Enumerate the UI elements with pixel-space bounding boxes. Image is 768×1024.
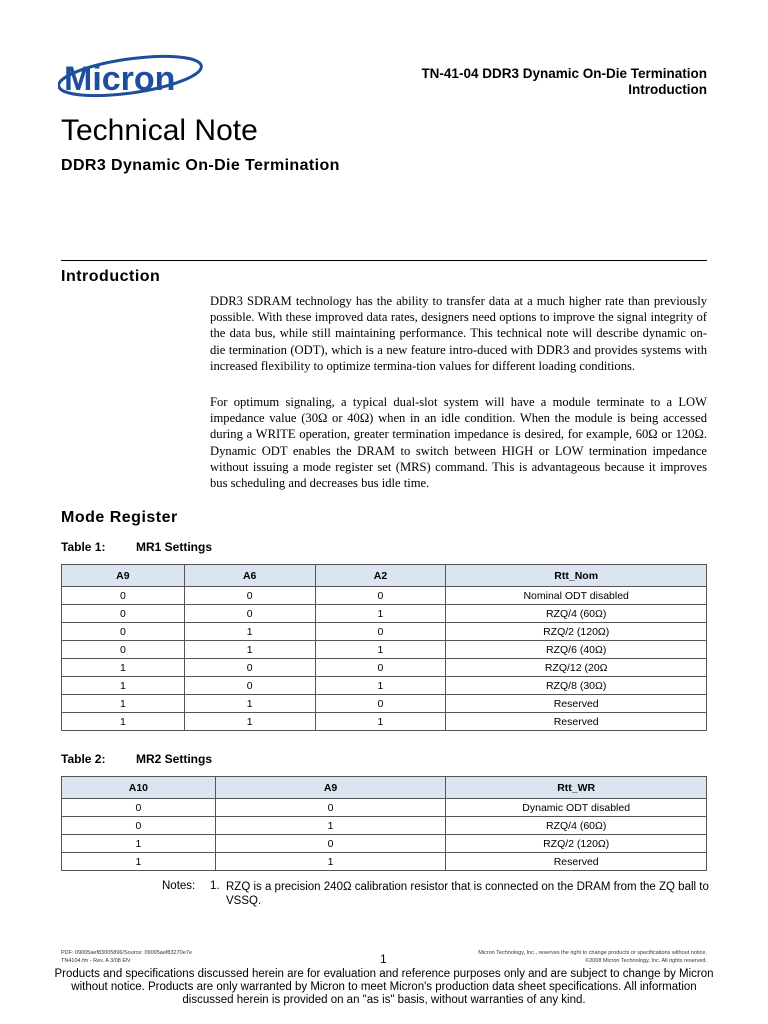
- table-cell: 1: [62, 659, 185, 677]
- table-cell: RZQ/4 (60Ω): [446, 605, 707, 623]
- header-section: Introduction: [628, 82, 707, 97]
- footer-revision: TN4104.fm - Rev. A 3/08 EN: [61, 958, 130, 964]
- table-cell: 0: [184, 677, 315, 695]
- table-row: [62, 659, 707, 677]
- table-row: [62, 799, 707, 817]
- footer-disclaimer: Products and specifications discussed herein are for evaluation and reference purposes only and are subject to change by Micron without notice. Products are only warranted by Micron to meet Micron's production data sheet specifications. All information discussed herein is provided on an "as is" basis, without warranties of any kind.: [54, 968, 714, 1006]
- table-cell: RZQ/8 (30Ω): [446, 677, 707, 695]
- header-doc-title: TN-41-04 DDR3 Dynamic On-Die Termination: [421, 66, 707, 81]
- mr1-settings-table: [61, 564, 707, 731]
- table-row: [62, 713, 707, 731]
- table-header-row: [62, 565, 707, 587]
- footer-copyright: ©2008 Micron Technology, Inc. All rights reserved.: [585, 958, 707, 964]
- table-cell: 1: [315, 605, 446, 623]
- column-header: Rtt_Nom: [446, 565, 707, 587]
- table-row: [62, 605, 707, 623]
- column-header: A10: [62, 777, 216, 799]
- table-cell: 1: [315, 677, 446, 695]
- micron-logo: [58, 52, 208, 100]
- logo-text: Micron: [64, 60, 176, 98]
- column-header: A6: [184, 565, 315, 587]
- table-cell: 0: [215, 835, 446, 853]
- table-row: [62, 641, 707, 659]
- table-cell: 0: [184, 605, 315, 623]
- mr2-settings-table: [61, 776, 707, 871]
- note-number: 1.: [210, 880, 220, 892]
- table-cell: 0: [62, 641, 185, 659]
- table-row: [62, 587, 707, 605]
- table-cell: 0: [184, 587, 315, 605]
- table-cell: 1: [184, 641, 315, 659]
- column-header: Rtt_WR: [446, 777, 707, 799]
- table-cell: RZQ/4 (60Ω): [446, 817, 707, 835]
- table-cell: 0: [315, 695, 446, 713]
- table-cell: 1: [62, 677, 185, 695]
- page-title: Technical Note: [61, 114, 258, 147]
- table-cell: 1: [315, 713, 446, 731]
- table-cell: 1: [215, 853, 446, 871]
- table-row: [62, 853, 707, 871]
- table2-caption: [61, 752, 212, 766]
- footer-pdf-source: PDF: 09005aef83005896/Source: 09005aef83270e7e: [61, 950, 192, 956]
- table-cell: 0: [315, 587, 446, 605]
- table-row: [62, 817, 707, 835]
- footer-rights-notice: Micron Technology, Inc., reserves the right to change products or specifications without notice.: [478, 950, 707, 956]
- table1-caption-number: Table 1:: [61, 540, 106, 554]
- table-cell: Nominal ODT disabled: [446, 587, 707, 605]
- table-cell: 1: [184, 695, 315, 713]
- table2-caption-number: Table 2:: [61, 752, 106, 766]
- table-cell: RZQ/2 (120Ω): [446, 835, 707, 853]
- column-header: A2: [315, 565, 446, 587]
- table-row: [62, 835, 707, 853]
- table-row: [62, 677, 707, 695]
- notes-label: Notes:: [162, 880, 196, 892]
- page-subtitle: DDR3 Dynamic On-Die Termination: [61, 157, 340, 174]
- table-cell: 0: [315, 659, 446, 677]
- table-cell: 0: [315, 623, 446, 641]
- table-cell: Reserved: [446, 713, 707, 731]
- table-row: [62, 623, 707, 641]
- page-number: 1: [380, 952, 387, 966]
- table-cell: Reserved: [446, 853, 707, 871]
- section-divider: [61, 260, 707, 261]
- table-cell: 0: [62, 605, 185, 623]
- table-cell: 1: [62, 835, 216, 853]
- table2-caption-title: MR2 Settings: [136, 752, 213, 766]
- mode-register-heading: Mode Register: [61, 509, 178, 526]
- table-cell: Reserved: [446, 695, 707, 713]
- table-cell: 1: [62, 713, 185, 731]
- introduction-heading: Introduction: [61, 268, 161, 285]
- intro-paragraph-2: For optimum signaling, a typical dual-slot system will have a module terminate to a LOW impedance value (30Ω or 40Ω) when in an idle condition. When the module is being accessed during a WRITE operation, greater termination impedance is desired, for example, 60Ω or 120Ω. Dynamic ODT enables the DRAM to switch between HIGH or LOW termination impedance without issuing a mode register set (MRS) command. This is advantageous because it improves bus scheduling and decreases bus idle time.: [210, 395, 707, 491]
- table1-caption-title: MR1 Settings: [136, 540, 213, 554]
- table-cell: 0: [184, 659, 315, 677]
- table-cell: RZQ/6 (40Ω): [446, 641, 707, 659]
- note-text: RZQ is a precision 240Ω calibration resistor that is connected on the DRAM from the ZQ ball to VSSQ.: [226, 881, 709, 907]
- table-header-row: [62, 777, 707, 799]
- column-header: A9: [215, 777, 446, 799]
- table1-caption: [61, 540, 212, 554]
- table-cell: RZQ/2 (120Ω): [446, 623, 707, 641]
- table-cell: 1: [184, 623, 315, 641]
- column-header: A9: [62, 565, 185, 587]
- table-cell: 0: [62, 587, 185, 605]
- table-cell: 0: [62, 623, 185, 641]
- table-cell: 0: [215, 799, 446, 817]
- table-cell: 1: [62, 695, 185, 713]
- intro-paragraph-1: DDR3 SDRAM technology has the ability to transfer data at a much higher rate than previously possible. With these improved data rates, designers need options to improve the signal integrity of the data bus, while still maintaining performance. This technical note will describe dynamic on-die termination (ODT), which is a new feature intro-duced with DDR3 and provides systems with increased flexibility to optimize termina-tion values for different loading conditions.: [210, 294, 707, 373]
- table-cell: 1: [62, 853, 216, 871]
- table-cell: 1: [315, 641, 446, 659]
- table-cell: RZQ/12 (20Ω: [446, 659, 707, 677]
- table-cell: 1: [184, 713, 315, 731]
- table-cell: Dynamic ODT disabled: [446, 799, 707, 817]
- table-cell: 1: [215, 817, 446, 835]
- table-row: [62, 695, 707, 713]
- table-cell: 0: [62, 817, 216, 835]
- table-cell: 0: [62, 799, 216, 817]
